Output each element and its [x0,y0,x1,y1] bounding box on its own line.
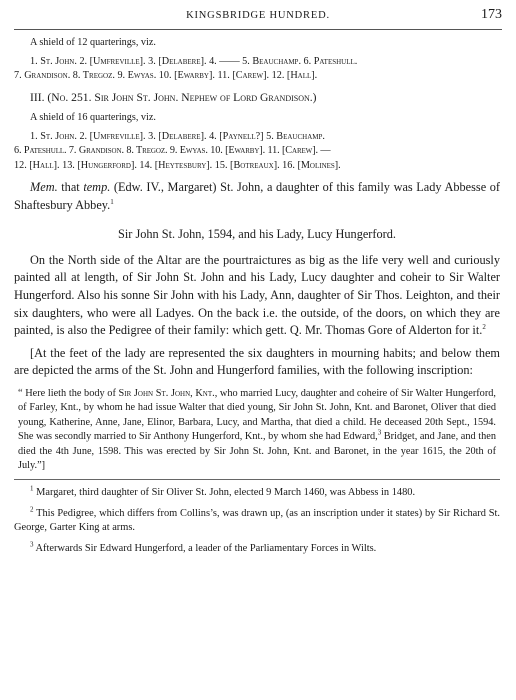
inscription-name: Sir John St. John, Knt. [118,387,215,399]
section-subheading: Sir John St. John, 1594, and his Lady, Lucy Hungerford. [118,227,396,242]
mem-text-b: (Edw. IV., Margaret) St. John, a daughter of this family was Lady Abbesse of Shaftesbury Abbey. [14,180,500,212]
section3-heading: III. (No. 251. Sir John St. John. Nephew of Lord Grandison.) [30,90,317,104]
mem-temp: temp. [83,180,111,194]
footnote-3 [14,542,500,556]
mem-text-a: that [57,180,84,194]
footnote-ref-1: 1 [110,197,114,206]
footnote-ref-2: 2 [482,323,486,332]
altar-text: On the North side of the Altar are the pourtraictures as big as the life very well and curiously painted all at length, of Sir John St. John and his Lady, Lucy daughter and coheir to Sir Walter Hungerford. Also his sonne Sir John with his Lady, Ann, daughter of Sir Thos. Leighton, and their six daughters, who were all Ladyes. On the back i.e. the outside, of the doors, on which they are painted, is also the Pedigree of their family: which gett. Q. Mr. Thomas Gore of Alderton for it. [14,252,500,338]
footnote-1-text: Margaret, third daughter of Sir Oliver St. John, elected 9 March 1460, was Abbess in 1480. [33,487,416,499]
mem-paragraph [14,179,500,214]
shield1-line1: 1. St. John. 2. [Umfreville]. 3. [Delabere]. 4. —— 5. Beauchamp. 6. Pateshull. [30,55,358,67]
footnote-rule [14,479,500,480]
footnote-3-num: 3 [30,540,34,549]
shield2-line2: 6. Pateshull. 7. Grandison. 8. Tregoz. 9. Ewyas. 10. [Ewarby]. 11. [Carew]. — [14,145,331,156]
inscription-part2: Bridget, and Jane, and then died the 4th June, 1598. This was erected by Sir John St. John, Knt. and Baronet, in the year 1615, the 20th of July.”] [18,431,496,471]
footnote-1 [14,486,500,500]
shield1-intro: A shield of 12 quarterings, viz. [30,37,156,48]
running-title: KINGSBRIDGE HUNDRED. [186,10,330,21]
page-body [14,35,500,556]
footnote-3-text: Afterwards Sir Edward Hungerford, a leader of the Parliamentary Forces in Wilts. [33,542,377,554]
header-rule [14,29,502,30]
shield2-line3: 12. [Hall]. 13. [Hungerford]. 14. [Heytesbury]. 15. [Botreaux]. 16. [Molines]. [14,159,341,171]
altar-paragraph [14,252,500,340]
inscription-open: “ Here lieth the body of [18,387,119,399]
shield2-line1: 1. St. John. 2. [Umfreville]. 3. [Delabere]. 4. [Paynell?] 5. Beauchamp. [30,130,325,142]
shield1-line2: 7. Grandison. 8. Tregoz. 9. Ewyas. 10. [Ewarby]. 11. [Carew]. 12. [Hall]. [14,70,318,81]
footnote-2 [14,507,500,536]
footnote-2-text: This Pedigree, which differs from Collins’s, was drawn up, (as an inscription under it states) by Sir Richard St. George, Garter King at arms. [14,507,500,534]
footnote-1-num: 1 [30,484,34,493]
inscription-quote [18,387,496,473]
footnote-ref-3: 3 [377,428,382,437]
page-number: 173 [481,7,502,22]
shield2-intro: A shield of 16 quarterings, viz. [30,112,156,123]
running-header [14,6,502,28]
mem-label: Mem. [30,180,58,194]
footnote-2-num: 2 [30,505,34,514]
inscription-part1: , who married Lucy, daughter and coheire of Sir Walter Hungerford, of Farley, Knt., by whom he had issue Walter that died young, Sir John St. John, Knt. and Baronet, Oliver that died young, Katherine, Anne, Jane, Elinor, Barbara, Lucy, and Martha, that died a child. He deceased 20th Sept., 1594. She was secondly married to Sir Anthony Hungerford, Knt., by whom she had Edward, [18,387,496,443]
daughters-paragraph: [At the feet of the lady are represented the six daughters in mourning habits; and below them are depicted the arms of the St. John and Hungerford families, with the following inscription: [14,345,500,378]
